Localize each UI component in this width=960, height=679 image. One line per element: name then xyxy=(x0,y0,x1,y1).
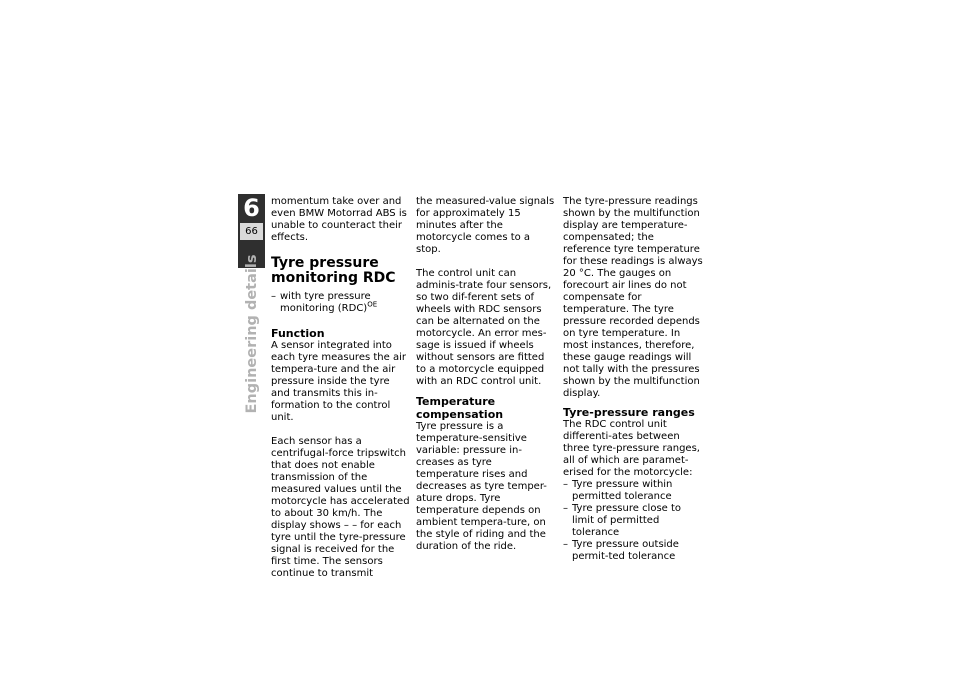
section-heading-temperature: Temperature compensation xyxy=(416,395,504,421)
col2-paragraph-1: the measured-value signals for approximately 15 minutes after the motorcycle comes to a stop. xyxy=(416,196,555,255)
bullet-text: with tyre pressure monitoring (RDC) xyxy=(280,291,371,314)
col3-paragraph-1: The tyre-pressure readings shown by the multifunction display are temperature-compensated; the reference tyre temperature for these readings is always 20 °C. The gauges on forecourt air lines do not compensate for temperature. The tyre pressure recorded depends on tyre temperature. In most instances, therefore, these gauge readings will not tally with the pressures shown by the multifunction display. xyxy=(563,196,703,399)
list-item-text: Tyre pressure close to limit of permitted tolerance xyxy=(572,503,682,538)
bullet-item xyxy=(271,291,411,315)
bullet-dash: – xyxy=(563,539,568,550)
section-heading-ranges: Tyre-pressure ranges xyxy=(563,406,695,419)
bullet-dash: – xyxy=(563,479,568,490)
text-column-2 xyxy=(416,196,556,565)
page-number: 66 xyxy=(240,223,263,240)
text-column-1 xyxy=(271,196,411,592)
text-column-3 xyxy=(563,196,703,563)
function-paragraph-2: Each sensor has a centrifugal-force tripswitch that does not enable transmission of the measured values until the motorcycle has accelerated to about 30 km/h. The display shows – – for each tyre until the tyre-pressure signal is received for the first time. The sensors continue to transmit xyxy=(271,436,410,579)
oe-superscript: OE xyxy=(367,300,378,309)
section-heading-rdc: Tyre pressure monitoring RDC xyxy=(271,255,396,286)
list-item-text: Tyre pressure within permitted tolerance xyxy=(572,479,673,502)
chapter-title-text: Engineering details xyxy=(244,254,260,414)
list-item-text: Tyre pressure outside permit-ted tolerance xyxy=(572,539,679,562)
bullet-dash: – xyxy=(271,291,276,302)
list-item xyxy=(563,503,703,539)
list-item xyxy=(563,479,703,503)
sub-heading-function: Function xyxy=(271,327,325,340)
intro-paragraph: momentum take over and even BMW Motorrad ABS is unable to counteract their effects. xyxy=(271,196,407,243)
temperature-paragraph: Tyre pressure is a temperature-sensitive variable: pressure in-creases as tyre temperature rises and decreases as tyre temper-ature drops. Tyre temperature depends on ambient tempera-ture, on the style of riding and the duration of the ride. xyxy=(416,421,547,552)
function-paragraph-1: A sensor integrated into each tyre measures the air tempera-ture and the air pressure inside the tyre and transmits this in-formation to the control unit. xyxy=(271,340,406,423)
col2-paragraph-2: The control unit can adminis-trate four sensors, so two dif-ferent sets of wheels with RDC sensors can be alternated on the motorcycle. An error mes-sage is issued if wheels without sensors are fitted to a motorcycle equipped with an RDC control unit. xyxy=(416,268,552,387)
ranges-paragraph: The RDC control unit differenti-ates between three tyre-pressure ranges, all of which are paramet-erised for the motorcycle: xyxy=(563,419,700,478)
list-item xyxy=(563,539,703,563)
chapter-number: 6 xyxy=(243,194,260,222)
bullet-dash: – xyxy=(563,503,568,514)
